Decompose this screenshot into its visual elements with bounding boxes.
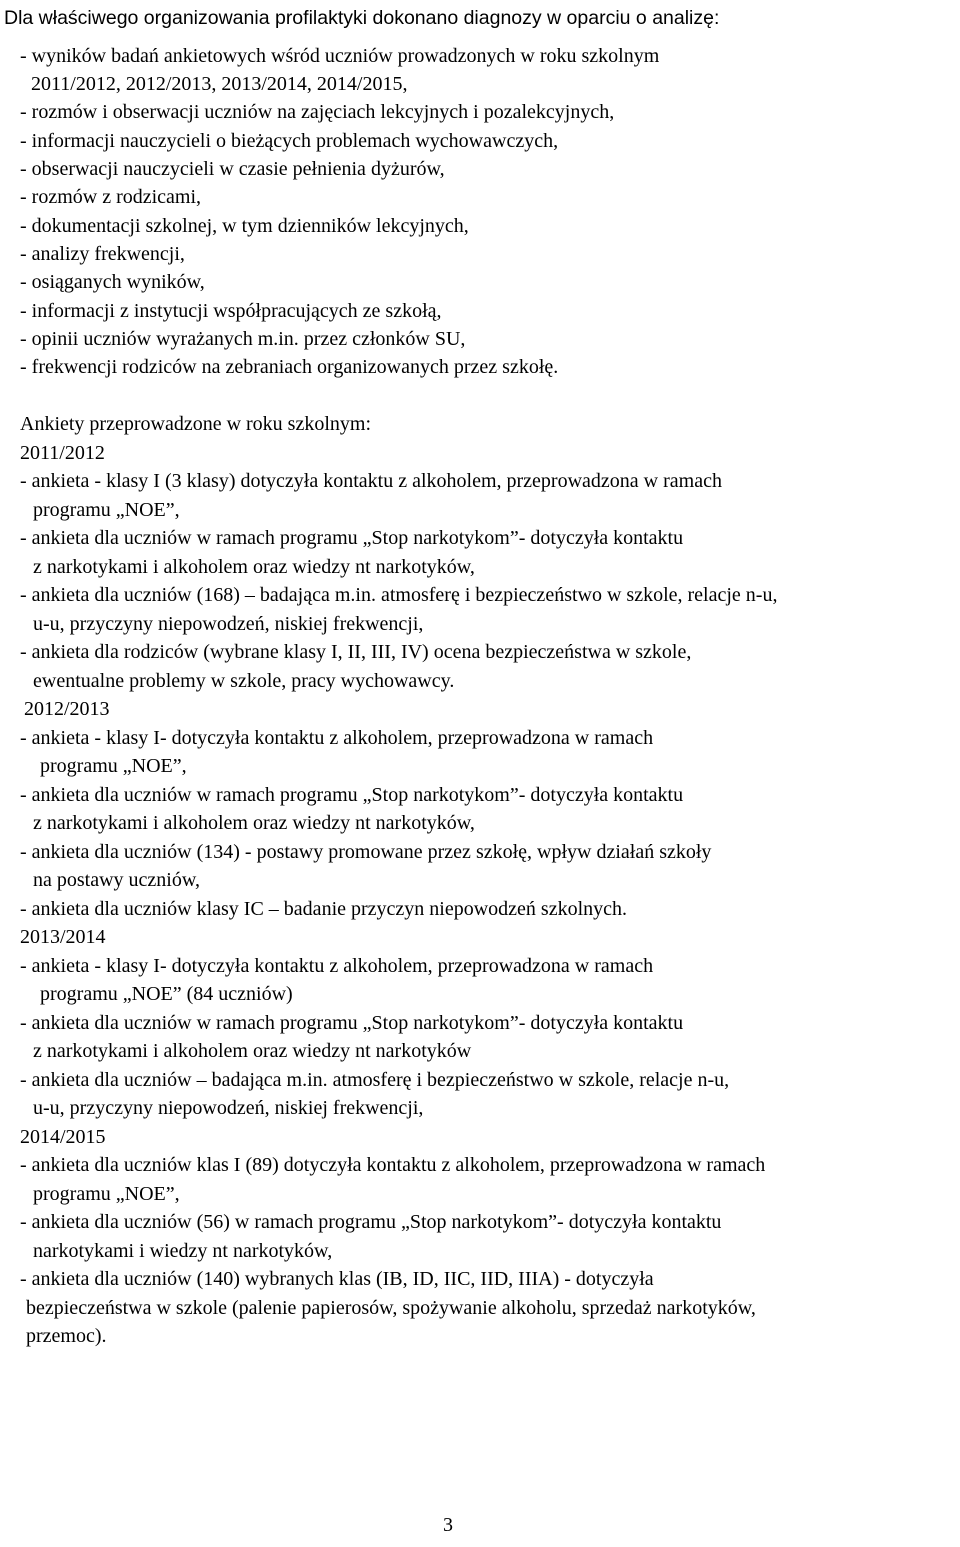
list-item: - ankieta dla uczniów w ramach programu „Stop narkotykom”- dotyczyła kontaktu — [20, 784, 684, 806]
year-heading: 2012/2013 — [24, 698, 110, 720]
list-item: - osiąganych wyników, — [20, 271, 205, 293]
list-item: 2011/2012, 2012/2013, 2013/2014, 2014/2015, — [31, 73, 408, 95]
list-item: u-u, przyczyny niepowodzeń, niskiej frekwencji, — [33, 613, 424, 635]
list-item: - ankieta dla uczniów – badająca m.in. atmosferę i bezpieczeństwo w szkole, relacje n-u, — [20, 1069, 730, 1091]
list-item: u-u, przyczyny niepowodzeń, niskiej frekwencji, — [33, 1097, 424, 1119]
list-item: - rozmów i obserwacji uczniów na zajęciach lekcyjnych i pozalekcyjnych, — [20, 101, 615, 123]
list-item: - ankieta dla uczniów klas I (89) dotyczyła kontaktu z alkoholem, przeprowadzona w ramach — [20, 1154, 766, 1176]
list-item: ewentualne problemy w szkole, pracy wychowawcy. — [33, 670, 455, 692]
list-item: programu „NOE”, — [33, 1183, 180, 1205]
list-item: - opinii uczniów wyrażanych m.in. przez członków SU, — [20, 328, 466, 350]
list-item: przemoc). — [26, 1325, 107, 1347]
page-number: 3 — [443, 1514, 453, 1536]
surveys-intro: Ankiety przeprowadzone w roku szkolnym: — [20, 413, 372, 435]
list-item: bezpieczeństwa w szkole (palenie papierosów, spożywanie alkoholu, sprzedaż narkotyków, — [26, 1297, 756, 1319]
list-item: - rozmów z rodzicami, — [20, 186, 202, 208]
year-heading: 2011/2012 — [20, 442, 105, 464]
list-item: programu „NOE”, — [40, 755, 187, 777]
list-item: - obserwacji nauczycieli w czasie pełnienia dyżurów, — [20, 158, 445, 180]
list-item: - ankieta dla uczniów w ramach programu „Stop narkotykom”- dotyczyła kontaktu — [20, 1012, 684, 1034]
list-item: z narkotykami i alkoholem oraz wiedzy nt narkotyków — [33, 1040, 472, 1062]
list-item: - ankieta dla uczniów (140) wybranych klas (IB, ID, IIC, IID, IIIA) - dotyczyła — [20, 1268, 654, 1290]
list-item: - ankieta - klasy I- dotyczyła kontaktu z alkoholem, przeprowadzona w ramach — [20, 955, 654, 977]
list-item: z narkotykami i alkoholem oraz wiedzy nt narkotyków, — [33, 556, 475, 578]
list-item: - ankieta - klasy I- dotyczyła kontaktu z alkoholem, przeprowadzona w ramach — [20, 727, 654, 749]
year-heading: 2013/2014 — [20, 926, 106, 948]
list-item: - ankieta dla uczniów klasy IC – badanie przyczyn niepowodzeń szkolnych. — [20, 898, 628, 920]
list-item: programu „NOE” (84 uczniów) — [40, 983, 293, 1005]
list-item: narkotykami i wiedzy nt narkotyków, — [33, 1240, 333, 1262]
list-item: - ankieta - klasy I (3 klasy) dotyczyła kontaktu z alkoholem, przeprowadzona w ramach — [20, 470, 722, 492]
list-item: - informacji z instytucji współpracujących ze szkołą, — [20, 300, 442, 322]
year-heading: 2014/2015 — [20, 1126, 106, 1148]
page-heading: Dla właściwego organizowania profilaktyki dokonano diagnozy w oparciu o analizę: — [4, 7, 720, 29]
list-item: - ankieta dla rodziców (wybrane klasy I, II, III, IV) ocena bezpieczeństwa w szkole, — [20, 641, 692, 663]
list-item: - ankieta dla uczniów (134) - postawy promowane przez szkołę, wpływ działań szkoły — [20, 841, 712, 863]
list-item: - ankieta dla uczniów (56) w ramach programu „Stop narkotykom”- dotyczyła kontaktu — [20, 1211, 722, 1233]
list-item: - analizy frekwencji, — [20, 243, 185, 265]
list-item: - ankieta dla uczniów w ramach programu „Stop narkotykom”- dotyczyła kontaktu — [20, 527, 684, 549]
list-item: - informacji nauczycieli o bieżących problemach wychowawczych, — [20, 130, 559, 152]
list-item: programu „NOE”, — [33, 499, 180, 521]
list-item: z narkotykami i alkoholem oraz wiedzy nt narkotyków, — [33, 812, 475, 834]
list-item: - wyników badań ankietowych wśród uczniów prowadzonych w roku szkolnym — [20, 45, 660, 67]
list-item: na postawy uczniów, — [33, 869, 200, 891]
list-item: - dokumentacji szkolnej, w tym dzienników lekcyjnych, — [20, 215, 469, 237]
list-item: - frekwencji rodziców na zebraniach organizowanych przez szkołę. — [20, 356, 559, 378]
list-item: - ankieta dla uczniów (168) – badająca m.in. atmosferę i bezpieczeństwo w szkole, relacje n-u, — [20, 584, 778, 606]
